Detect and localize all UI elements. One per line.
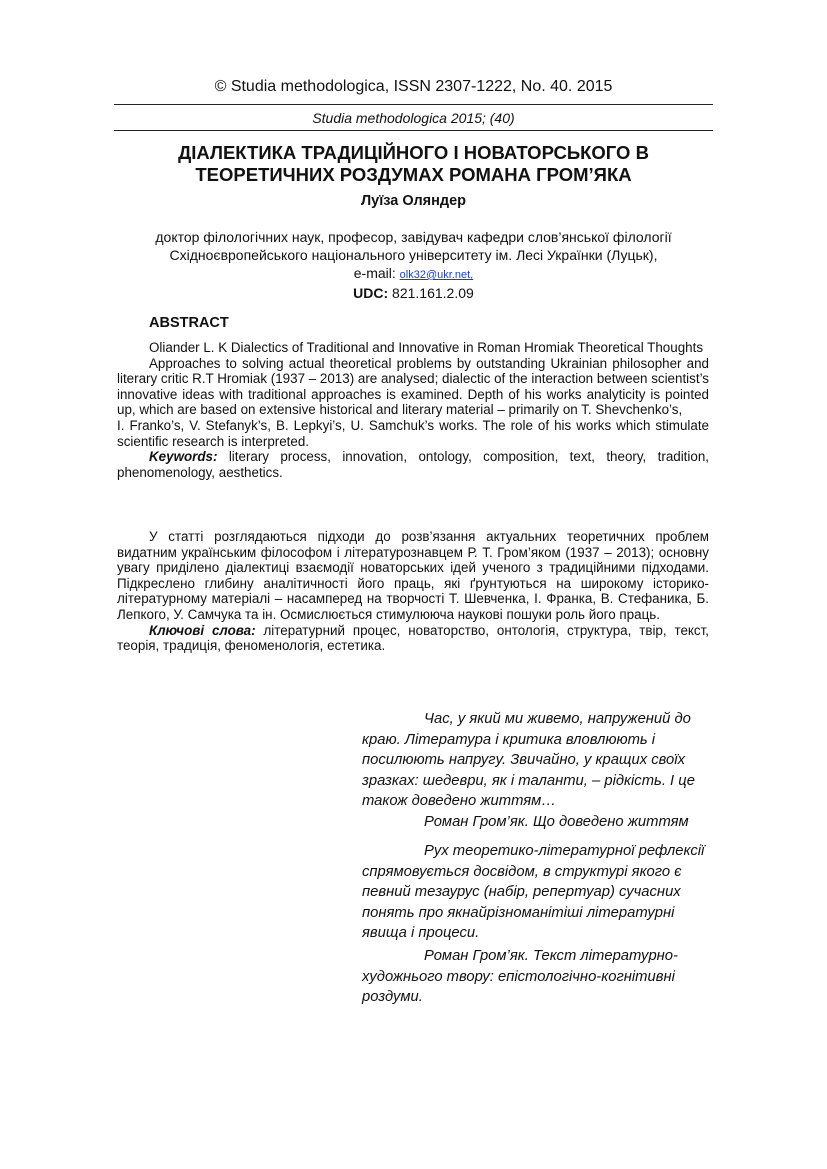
udc-line — [114, 284, 713, 302]
email-label: e-mail: — [353, 265, 400, 281]
epigraph-2-source-text: Роман Гром’як. Текст літературно-художнього твору: епістологічно-когнітивні роздуми. — [362, 948, 678, 1006]
email-link[interactable]: olk32@ukr.net, — [399, 269, 474, 281]
ukrainian-abstract — [117, 529, 709, 654]
title-line-1: ДІАЛЕКТИКА ТРАДИЦІЙНОГО І НОВАТОРСЬКОГО В — [178, 142, 649, 163]
abstract-paragraph-2: I. Franko’s, V. Stefanyk’s, B. Lepkyi’s, U. Samchuk’s works. The role of his works which stimulate scientific research is interpreted. — [117, 417, 709, 449]
udc-label: UDC: — [353, 285, 389, 301]
epigraph-2 — [362, 841, 710, 944]
affiliation-line-2: Східноєвропейського національного університету ім. Лесі Українки (Луцьк), — [169, 247, 658, 263]
author-name: Луїза Оляндер — [360, 193, 467, 209]
epigraph-2-source — [362, 946, 710, 1008]
title-line-2: ТЕОРЕТИЧНИХ РОЗДУМАХ РОМАНА ГРОМ’ЯКА — [195, 164, 632, 185]
ukrainian-keywords-text: літературний процес, новаторство, онтологія, структура, твір, текст, теорія, традиція, феноменологія, естетика. — [117, 622, 709, 654]
affiliation-line-1: доктор філологічних наук, професор, завідувач кафедри слов’янської філології — [155, 229, 672, 245]
journal-line: Studia methodologica 2015; (40) — [312, 110, 515, 126]
udc-value: 821.161.2.09 — [388, 285, 474, 301]
email-line — [114, 264, 713, 284]
ukrainian-keywords-label: Ключові слова: — [149, 622, 256, 638]
epigraph-1 — [362, 709, 710, 812]
english-abstract — [117, 340, 709, 480]
author-affiliation — [114, 228, 713, 302]
header-rule-top — [114, 104, 713, 105]
article-title — [114, 142, 713, 186]
header-rule-bottom — [114, 130, 713, 131]
epigraph-1-source — [362, 812, 710, 833]
abstract-citation: Oliander L. K Dialectics of Traditional and Innovative in Roman Hromiak Theoretical Thoughts — [149, 340, 704, 355]
copyright-header: © Studia methodologica, ISSN 2307-1222, No. 40. 2015 — [214, 78, 613, 95]
keywords-text: literary process, innovation, ontology, composition, text, theory, tradition, phenomenology, aesthetics. — [117, 449, 709, 480]
epigraph-2-quote: Рух теоретико-літературної рефлексії спрямовується досвідом, в структурі якого є певний тезаурус (набір, репертуар) сучасних понять про якнайрізноманітіші літературні явища і процеси. — [362, 843, 705, 942]
abstract-paragraph-1: Approaches to solving actual theoretical problems by outstanding Ukrainian philosopher and literary critic R.T Hromiak (1937 – 2013) are analysed; dialectic of the interaction between scientist’s innovative ideas with traditional approaches is examined. Depth of his works analyticity is pointed up, which are based on extensive historical and literary material – primarily on T. Shevchenko’s, — [117, 355, 709, 418]
epigraph-1-source-text: Роман Гром’як. Що доведено життям — [424, 814, 689, 830]
abstract-keywords — [117, 449, 709, 480]
keywords-label: Keywords: — [149, 449, 218, 465]
ukrainian-abstract-paragraph: У статті розглядаються підходи до розв’язання актуальних теоретичних проблем видатним українським філософом і літературознавцем Р. Т. Гром’яком (1937 – 2013); основну увагу приділено діалектиці взаємодії новаторських ідей ученого з традиційними підходами. Підкреслено глибину аналітичності його праць, які ґрунтуються на широкому історико-літературному матеріалі – насамперед на творчості Т. Шевченка, І. Франка, В. Стефаника, Б. Лепкого, У. Самчука та ін. Осмислюється стимулююча наукові пошуки роль його праць. — [117, 529, 709, 622]
abstract-heading: ABSTRACT — [149, 315, 229, 331]
ukrainian-keywords — [117, 623, 709, 654]
epigraph-1-quote: Час, у який ми живемо, напружений до краю. Література і критика вловлюють і посилюють напругу. Звичайно, у кращих своїх зразках: шедеври, як і таланти, – рідкість. І це також доведено життям… — [362, 711, 695, 810]
